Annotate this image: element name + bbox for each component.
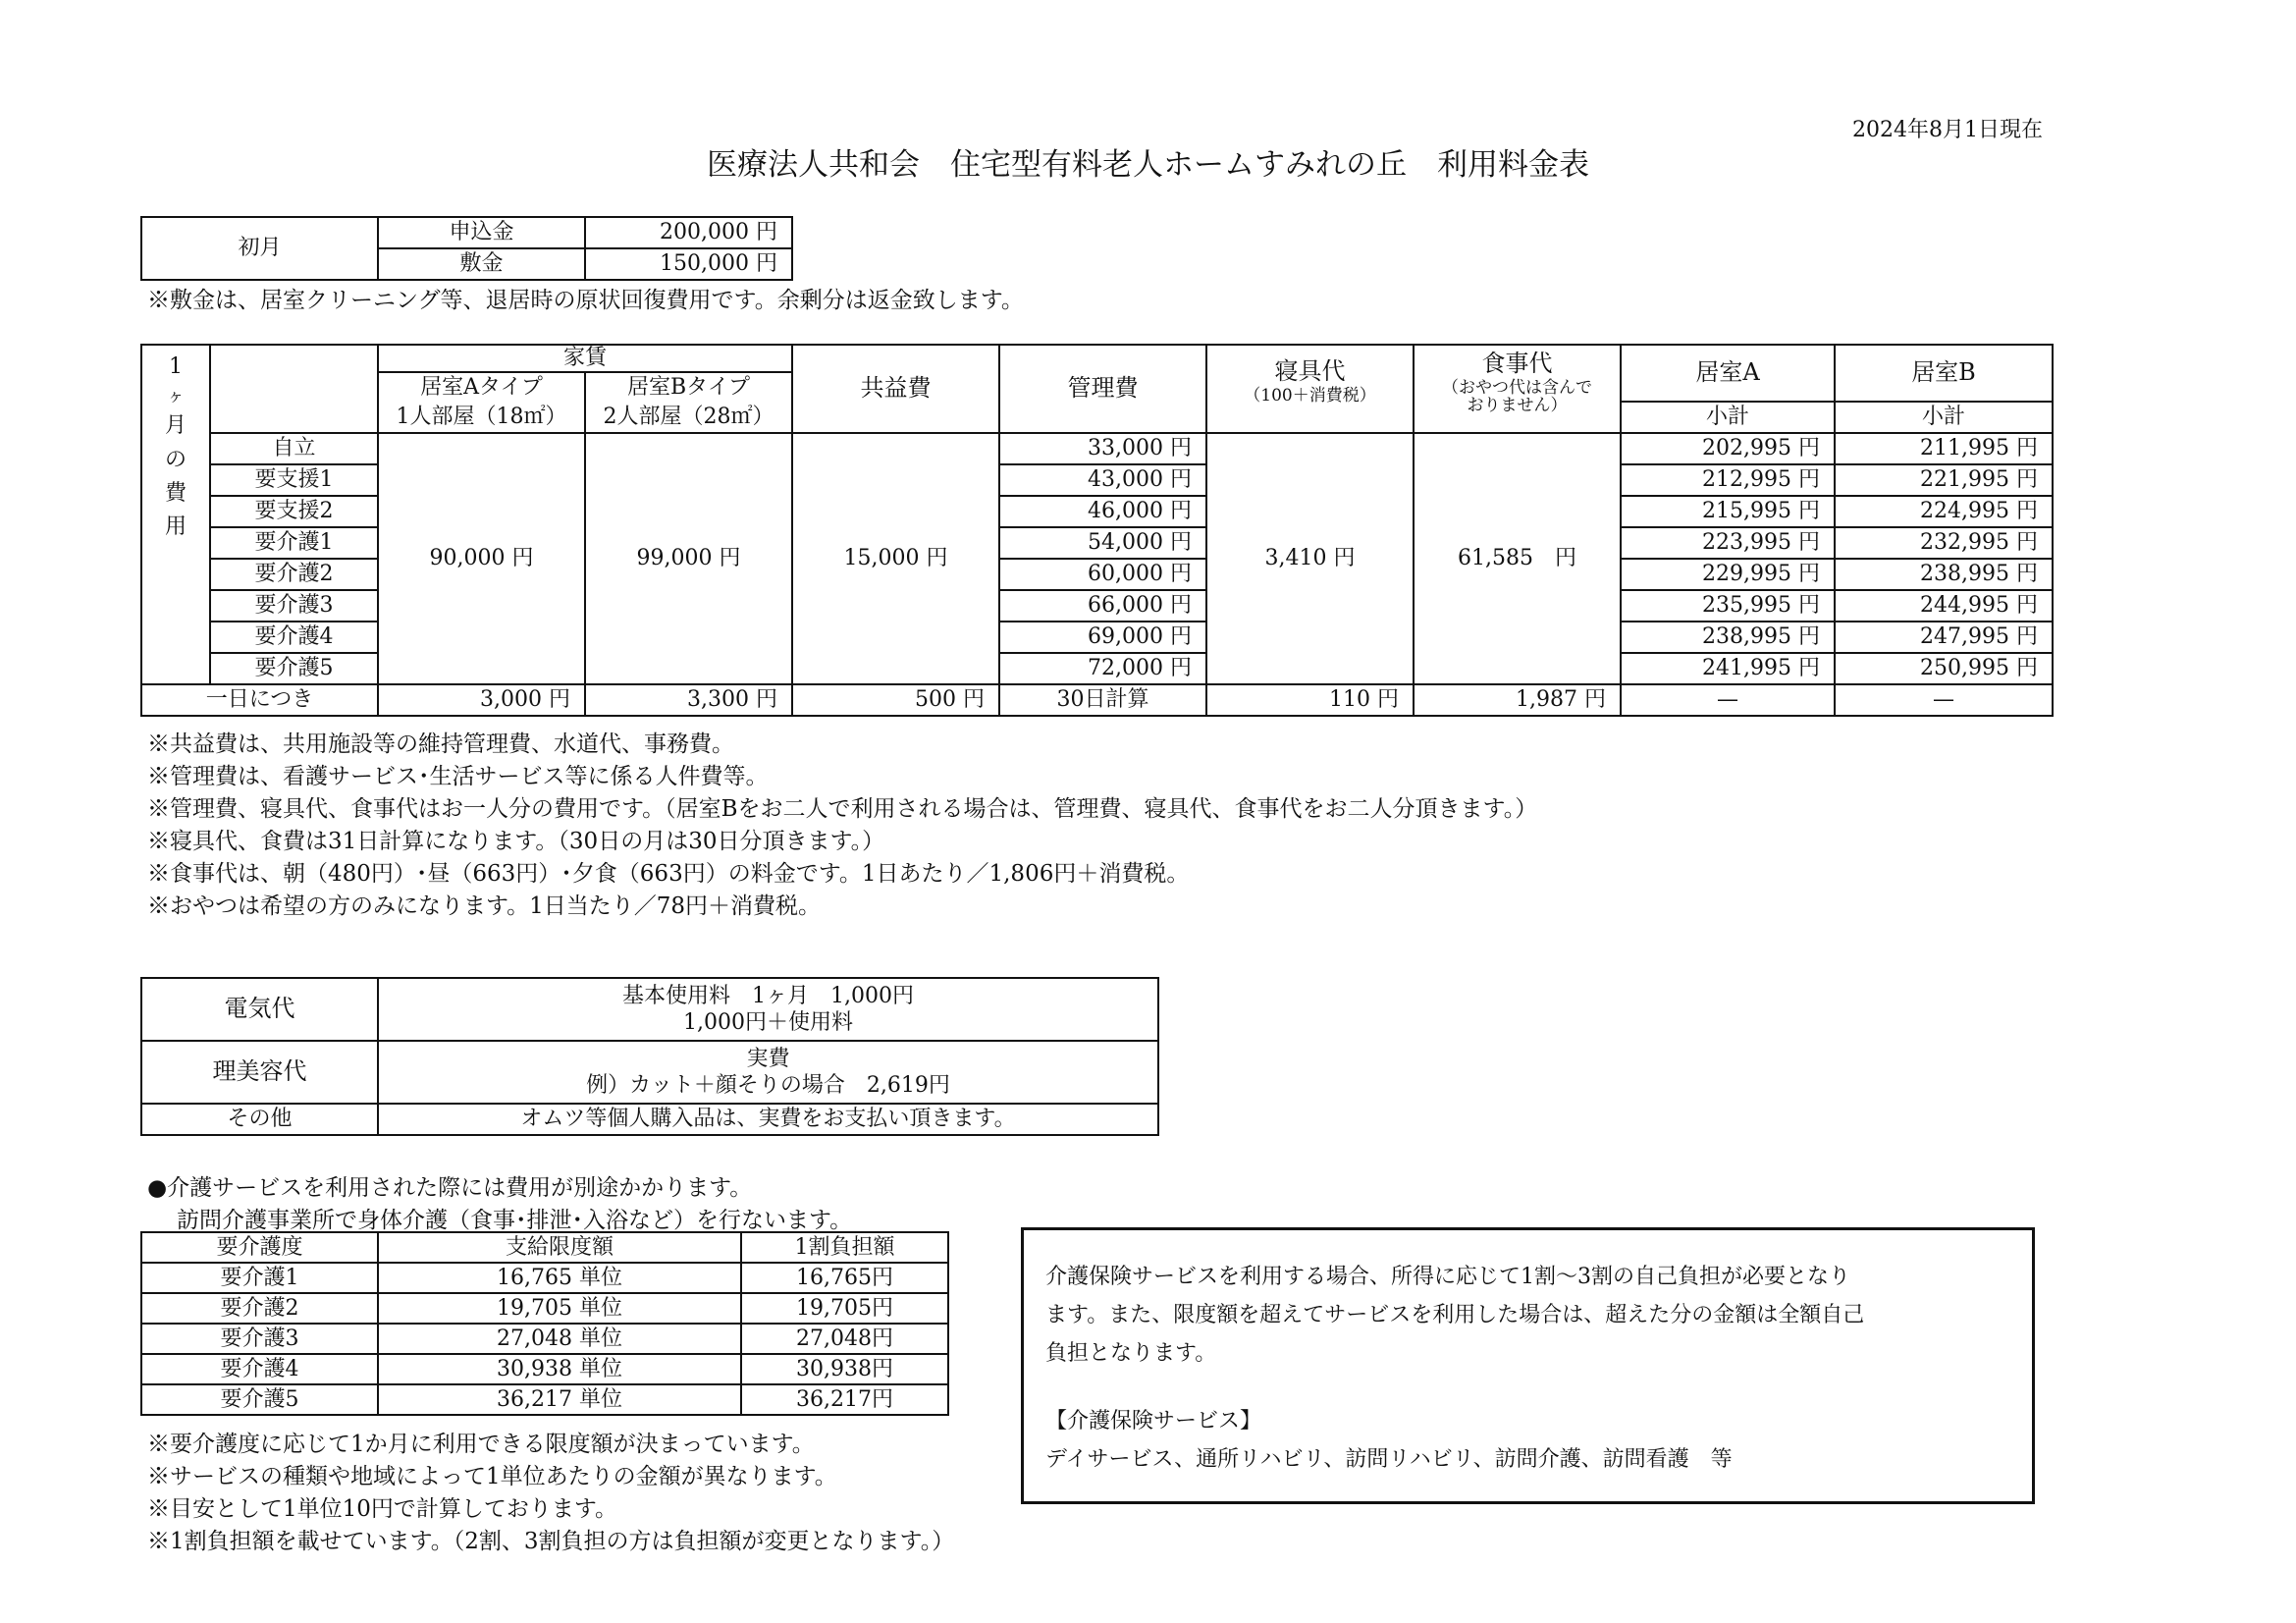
management-fee-header: 管理費 xyxy=(999,345,1206,433)
management-fee-cell: 54,000 円 xyxy=(999,527,1206,559)
meal-fee-header xyxy=(1414,345,1621,433)
care-note: ※1割負担額を載せています。（2割、3割負担の方は負担額が変更となります。） xyxy=(147,1529,955,1554)
care-burden: 36,217円 xyxy=(741,1384,948,1415)
deposit-amount: 150,000 円 xyxy=(585,248,792,280)
deposit-note: ※敷金は、居室クリーニング等、退居時の原状回復費用です。余剰分は返金致します。 xyxy=(147,288,1024,313)
meal-fee-daily: 1,987 円 xyxy=(1414,684,1621,716)
room-b-size: 2人部屋（28㎡） xyxy=(585,402,792,433)
info-services: デイサービス、通所リハビリ、訪問リハビリ、訪問介護、訪問看護 等 xyxy=(1045,1447,1733,1472)
level-header xyxy=(210,345,378,433)
level-row-label: 要介護2 xyxy=(210,559,378,590)
room-a-type: 居室Aタイプ xyxy=(378,372,585,402)
level-row-label: 要支援1 xyxy=(210,464,378,496)
room-b-subtotal: 238,995 円 xyxy=(1835,559,2053,590)
room-b-subtotal: 244,995 円 xyxy=(1835,590,2053,622)
care-note: ※目安として1単位10円で計算しております。 xyxy=(147,1496,618,1522)
management-fee-cell: 66,000 円 xyxy=(999,590,1206,622)
management-fee-cell: 72,000 円 xyxy=(999,653,1206,684)
application-fee-amount: 200,000 円 xyxy=(585,217,792,248)
other-fees-table xyxy=(140,977,1159,1136)
room-a-subtotal-header: 小計 xyxy=(1621,402,1835,433)
room-a-size: 1人部屋（18㎡） xyxy=(378,402,585,433)
as-of-date: 2024年8月1日現在 xyxy=(1852,118,2043,142)
management-fee-cell: 33,000 円 xyxy=(999,433,1206,464)
bedding-fee-header xyxy=(1206,345,1414,433)
monthly-note: ※寝具代、食費は31日計算になります。（30日の月は30日分頂きます。） xyxy=(147,829,885,854)
daily-label: 一日につき xyxy=(141,684,378,716)
common-fee-monthly: 15,000 円 xyxy=(792,433,999,684)
room-a-subtotal: 223,995 円 xyxy=(1621,527,1835,559)
bedding-fee-daily: 110 円 xyxy=(1206,684,1414,716)
monthly-side-label: 1 ヶ 月 の 費 用 xyxy=(141,433,210,684)
care-burden: 16,765円 xyxy=(741,1263,948,1293)
meal-fee-note-1: （おやつ代は含んで xyxy=(1442,378,1593,399)
management-fee-cell: 46,000 円 xyxy=(999,496,1206,527)
level-row-label: 要介護4 xyxy=(210,622,378,653)
rent-header: 家賃 xyxy=(378,345,792,372)
level-row-label: 要介護1 xyxy=(210,527,378,559)
monthly-note: ※おやつは希望の方のみになります。1日当たり／78円＋消費税。 xyxy=(147,893,822,919)
care-level: 要介護3 xyxy=(141,1324,378,1354)
care-limit: 36,217 単位 xyxy=(378,1384,741,1415)
care-level-header: 要介護度 xyxy=(141,1232,378,1263)
care-level: 要介護2 xyxy=(141,1293,378,1324)
electricity-detail: 基本使用料 1ヶ月 1,000円 1,000円＋使用料 xyxy=(378,978,1158,1041)
common-fee-daily: 500 円 xyxy=(792,684,999,716)
care-note: ※サービスの種類や地域によって1単位あたりの金額が異なります。 xyxy=(147,1464,837,1489)
other-detail: オムツ等個人購入品は、実費をお支払い頂きます。 xyxy=(378,1104,1158,1135)
care-note: ※要介護度に応じて1か月に利用できる限度額が決まっています。 xyxy=(147,1432,815,1457)
care-limit-table xyxy=(140,1231,949,1416)
care-burden: 30,938円 xyxy=(741,1354,948,1384)
meal-fee-monthly: 61,585 円 xyxy=(1414,433,1621,684)
monthly-note: ※管理費、寝具代、食事代はお一人分の費用です。（居室Bをお二人で利用される場合は、管理費、寝具代、食事代をお二人分頂きます。） xyxy=(147,796,1538,822)
level-row-label: 要介護5 xyxy=(210,653,378,684)
care-limit-header: 支給限度額 xyxy=(378,1232,741,1263)
level-row-label: 要介護3 xyxy=(210,590,378,622)
room-a-daily: — xyxy=(1621,684,1835,716)
care-burden-header: 1割負担額 xyxy=(741,1232,948,1263)
room-a-subtotal: 229,995 円 xyxy=(1621,559,1835,590)
level-row-label: 要支援2 xyxy=(210,496,378,527)
care-limit: 30,938 単位 xyxy=(378,1354,741,1384)
beauty-detail: 実費 例）カット＋顔そりの場合 2,619円 xyxy=(378,1041,1158,1104)
room-a-subtotal: 215,995 円 xyxy=(1621,496,1835,527)
room-b-subtotal-header: 小計 xyxy=(1835,402,2053,433)
rent-b-daily: 3,300 円 xyxy=(585,684,792,716)
care-burden: 19,705円 xyxy=(741,1293,948,1324)
care-level: 要介護1 xyxy=(141,1263,378,1293)
room-b-subtotal: 224,995 円 xyxy=(1835,496,2053,527)
bedding-fee-monthly: 3,410 円 xyxy=(1206,433,1414,684)
care-intro-detail: 訪問介護事業所で身体介護（食事･排泄･入浴など）を行ないます。 xyxy=(177,1208,853,1233)
room-b-subtotal: 211,995 円 xyxy=(1835,433,2053,464)
info-line: ます。また、限度額を超えてサービスを利用した場合は、超えた分の金額は全額自己 xyxy=(1045,1303,1865,1327)
room-b-subtotal: 250,995 円 xyxy=(1835,653,2053,684)
bedding-fee-title: 寝具代 xyxy=(1274,357,1346,385)
room-b-header: 居室B xyxy=(1835,345,2053,402)
care-level: 要介護4 xyxy=(141,1354,378,1384)
common-fee-header: 共益費 xyxy=(792,345,999,433)
management-fee-cell: 43,000 円 xyxy=(999,464,1206,496)
monthly-note: ※食事代は、朝（480円）･昼（663円）･夕食（663円）の料金です。1日あたり／1,806円＋消費税。 xyxy=(147,861,1190,887)
monthly-note: ※共益費は、共用施設等の維持管理費、水道代、事務費。 xyxy=(147,731,734,757)
deposit-label: 敷金 xyxy=(378,248,585,280)
care-limit: 27,048 単位 xyxy=(378,1324,741,1354)
rent-b-monthly: 99,000 円 xyxy=(585,433,792,684)
room-a-header: 居室A xyxy=(1621,345,1835,402)
application-fee-label: 申込金 xyxy=(378,217,585,248)
beauty-label: 理美容代 xyxy=(141,1041,378,1104)
room-b-subtotal: 232,995 円 xyxy=(1835,527,2053,559)
page-title: 医療法人共和会 住宅型有料老人ホームすみれの丘 利用料金表 xyxy=(707,147,1589,183)
management-fee-cell: 60,000 円 xyxy=(999,559,1206,590)
meal-fee-title: 食事代 xyxy=(1481,350,1553,377)
room-a-subtotal: 202,995 円 xyxy=(1621,433,1835,464)
bedding-fee-note: （100＋消費税） xyxy=(1244,386,1376,406)
care-level: 要介護5 xyxy=(141,1384,378,1415)
other-label: その他 xyxy=(141,1104,378,1135)
room-a-subtotal: 238,995 円 xyxy=(1621,622,1835,653)
room-a-subtotal: 235,995 円 xyxy=(1621,590,1835,622)
monthly-cost-table xyxy=(140,344,2054,717)
room-b-subtotal: 247,995 円 xyxy=(1835,622,2053,653)
monthly-note: ※管理費は、看護サービス･生活サービス等に係る人件費等。 xyxy=(147,764,769,789)
rent-a-monthly: 90,000 円 xyxy=(378,433,585,684)
initial-fees-table xyxy=(140,216,793,281)
care-limit: 16,765 単位 xyxy=(378,1263,741,1293)
info-line: 負担となります。 xyxy=(1045,1341,1217,1366)
meal-fee-note-2: おりません） xyxy=(1467,396,1568,416)
care-limit: 19,705 単位 xyxy=(378,1293,741,1324)
rent-a-daily: 3,000 円 xyxy=(378,684,585,716)
room-b-type: 居室Bタイプ xyxy=(585,372,792,402)
management-fee-daily: 30日計算 xyxy=(999,684,1206,716)
initial-label: 初月 xyxy=(141,217,378,280)
room-a-subtotal: 212,995 円 xyxy=(1621,464,1835,496)
info-line: 介護保険サービスを利用する場合、所得に応じて1割～3割の自己負担が必要となり xyxy=(1045,1265,1850,1289)
level-row-label: 自立 xyxy=(210,433,378,464)
care-insurance-info-box xyxy=(1021,1227,2035,1504)
info-section-title: 【介護保険サービス】 xyxy=(1045,1409,1262,1434)
electricity-label: 電気代 xyxy=(141,978,378,1041)
management-fee-cell: 69,000 円 xyxy=(999,622,1206,653)
care-intro: ●介護サービスを利用された際には費用が別途かかります。 xyxy=(147,1175,753,1201)
room-b-daily: — xyxy=(1835,684,2053,716)
room-a-subtotal: 241,995 円 xyxy=(1621,653,1835,684)
care-burden: 27,048円 xyxy=(741,1324,948,1354)
room-b-subtotal: 221,995 円 xyxy=(1835,464,2053,496)
